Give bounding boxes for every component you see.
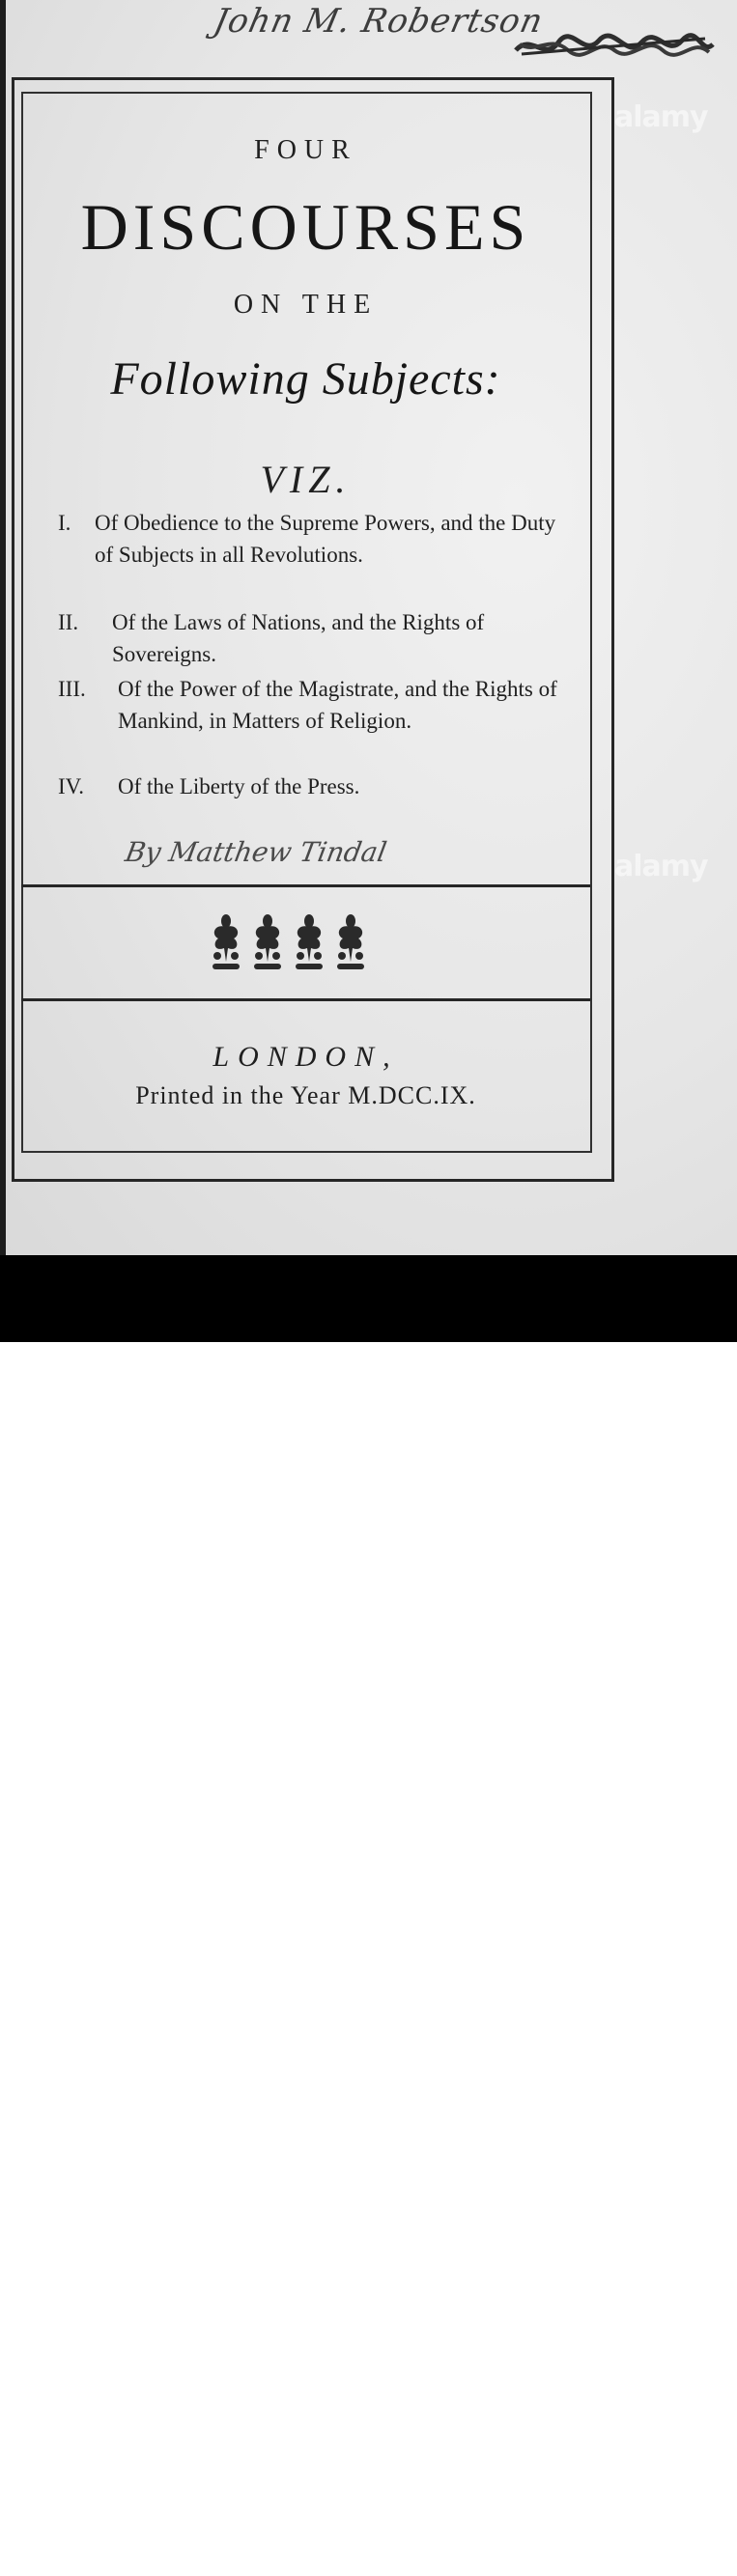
title-page — [0, 0, 737, 1255]
title-on-the: ON THE — [233, 290, 379, 320]
watermark-logo: alamy — [614, 100, 708, 134]
list-item — [58, 606, 574, 670]
title-following-subjects: Following Subjects: — [110, 353, 501, 405]
watermark-footer — [0, 1255, 737, 2576]
alamy-logo: alamy — [50, 2523, 170, 2565]
divider-rule — [21, 998, 590, 1001]
site-url: www.alamy.com — [610, 2561, 720, 2576]
watermark-logo: alamy — [614, 850, 708, 883]
item-text: Of Obedience to the Supreme Powers, and the Duty of Subjects in all Revolutions. — [95, 511, 556, 567]
item-text: Of the Power of the Magistrate, and the Rights of Mankind, in Matters of Religion. — [118, 677, 557, 733]
item-text: Of the Laws of Nations, and the Rights of Sovereigns. — [112, 610, 485, 666]
item-number: II. — [58, 610, 79, 634]
list-item — [58, 673, 574, 737]
item-text: Of the Liberty of the Press. — [118, 774, 360, 798]
author-signature: By Matthew Tindal — [123, 836, 389, 868]
image-id: D98RW1 — [610, 2533, 703, 2556]
divider-rule — [21, 884, 590, 887]
list-item — [58, 507, 574, 571]
owner-signature: John M. Robertson — [210, 2, 548, 41]
imprint-place: LONDON, — [213, 1041, 399, 1073]
title-discourses: DISCOURSES — [80, 190, 531, 264]
viz-heading: VIZ. — [260, 458, 352, 501]
item-number: IV. — [58, 774, 85, 798]
book-spine-edge — [0, 0, 6, 1255]
list-item — [58, 770, 574, 802]
imprint-date: Printed in the Year M.DCC.IX. — [135, 1081, 476, 1109]
item-number: I. — [58, 511, 71, 535]
ink-scribble — [512, 25, 717, 64]
title-four: FOUR — [254, 135, 357, 165]
fleuron-ornament-icon — [207, 913, 373, 973]
item-number: III. — [58, 677, 86, 701]
